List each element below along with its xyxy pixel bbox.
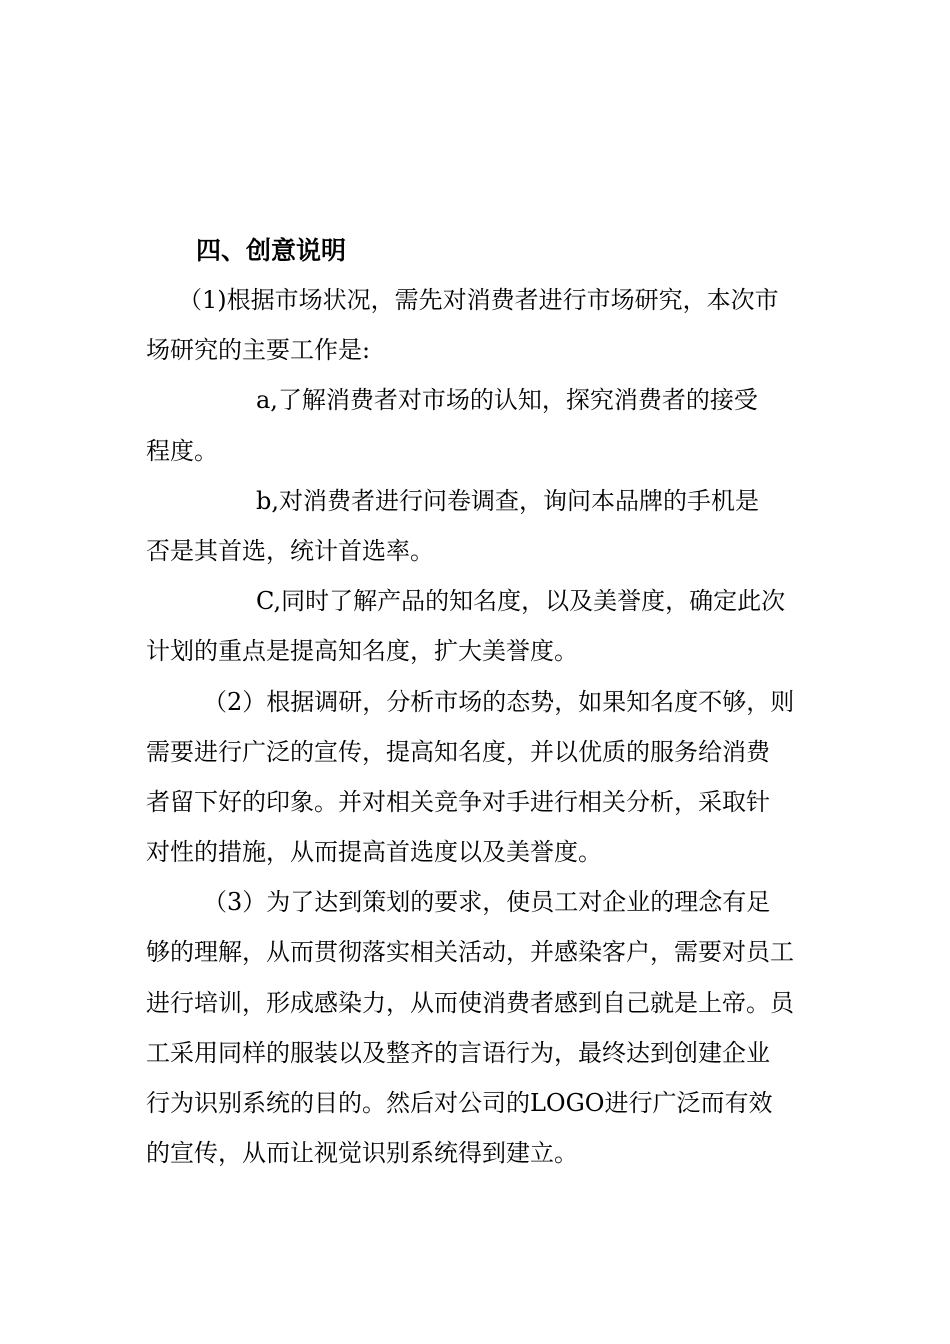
text-line: 工采用同样的服装以及整齐的言语行为，最终达到创建企业	[146, 1038, 770, 1067]
text-line: a,了解消费者对市场的认知，探究消费者的接受	[256, 386, 758, 415]
text-line: 进行培训，形成感染力，从而使消费者感到自己就是上帝。员	[146, 988, 794, 1017]
section-heading: 四、创意说明	[196, 236, 347, 265]
document-body	[146, 275, 811, 1178]
text-line: 对性的措施，从而提高首选度以及美誉度。	[146, 838, 602, 867]
text-line: （3）为了达到策划的要求，使员工对企业的理念有足	[203, 888, 771, 917]
paragraph-1	[146, 275, 811, 375]
text-line: C,同时了解产品的知名度，以及美誉度，确定此次	[256, 587, 786, 616]
text-line: 够的理解，从而贯彻落实相关活动，并感染客户，需要对员工	[146, 938, 794, 967]
text-line: 否是其首选，统计首选率。	[146, 536, 434, 565]
paragraph-3	[146, 877, 811, 1178]
text-line: 计划的重点是提高知名度，扩大美誉度。	[146, 637, 578, 666]
text-line: 的宣传，从而让视觉识别系统得到建立。	[146, 1139, 578, 1168]
paragraph-2	[146, 677, 811, 878]
text-line: 场研究的主要工作是:	[146, 336, 371, 365]
paragraph-item-a	[146, 375, 811, 475]
text-line: b,对消费者进行问卷调查，询问本品牌的手机是	[256, 486, 759, 515]
text-line: （1)根据市场状况，需先对消费者进行市场研究，本次市	[178, 286, 779, 314]
paragraph-item-b	[146, 476, 811, 576]
text-line: 程度。	[146, 436, 218, 465]
text-line: 需要进行广泛的宣传，提高知名度，并以优质的服务给消费	[146, 737, 770, 766]
paragraph-item-c	[146, 576, 811, 676]
text-line: 行为识别系统的目的。然后对公司的LOGO进行广泛而有效	[146, 1089, 773, 1117]
text-line: （2）根据调研，分析市场的态势，如果知名度不够，则	[203, 687, 795, 716]
text-line: 者留下好的印象。并对相关竞争对手进行相关分析，采取针	[146, 787, 770, 816]
